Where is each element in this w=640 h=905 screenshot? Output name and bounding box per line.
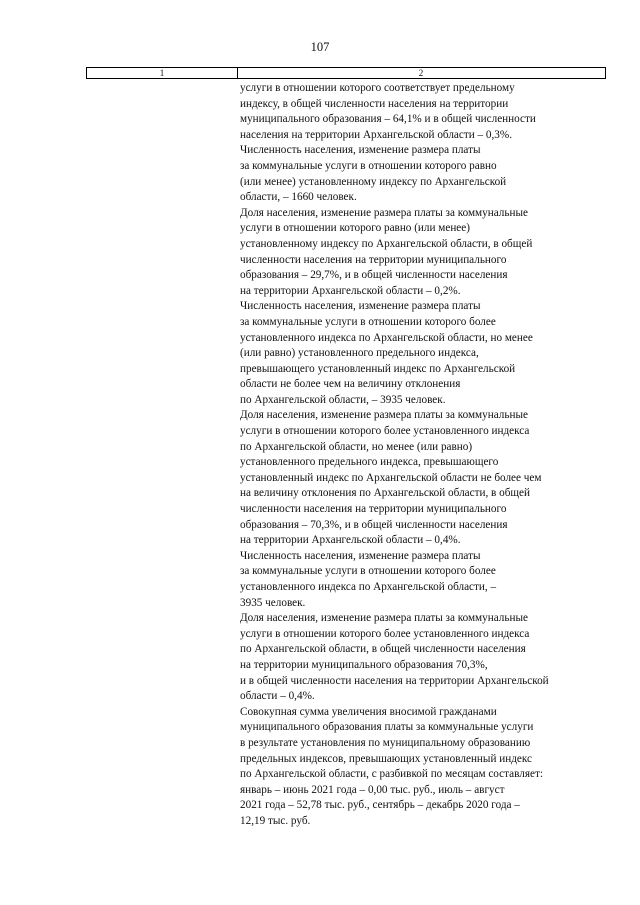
text-line: за коммунальные услуги в отношении которого более [240,565,496,578]
text-line: области не более чем на величину отклонения [240,378,461,391]
text-line: установленного предельного индекса, превышающего [240,456,499,469]
text-line: в результате установления по муниципальному образованию [240,736,531,749]
text-line: Совокупная сумма увеличения вносимой гражданами [240,705,497,718]
text-line: образования – 70,3%, и в общей численности населения [240,518,508,531]
text-line: области, – 1660 человек. [240,191,357,204]
text-line: за коммунальные услуги в отношении которого равно [240,159,497,172]
text-line: и в общей численности населения на территории Архангельской [240,674,549,687]
text-line: индексу, в общей численности населения на территории [240,97,509,110]
text-line: Численность населения, изменение размера платы [240,144,481,157]
table-header-col-2: 2 [418,68,424,78]
text-line: на территории Архангельской области – 0,4%. [240,534,461,547]
text-line: по Архангельской области, но менее (или равно) [240,440,473,453]
text-line: населения на территории Архангельской области – 0,3%. [240,128,513,141]
text-line: Доля населения, изменение размера платы за коммунальные [240,612,528,625]
text-line: муниципального образования платы за коммунальные услуги [240,721,534,734]
text-line: 12,19 тыс. руб. [240,814,311,827]
text-line: Численность населения, изменение размера платы [240,300,481,313]
table-header-col-1: 1 [87,68,238,78]
text-line: (или равно) установленного предельного индекса, [240,347,479,360]
text-line: на величину отклонения по Архангельской области, в общей [240,487,530,500]
table-header-row [86,67,606,79]
text-line: муниципального образования – 64,1% и в общей численности [240,113,536,126]
text-line: образования – 29,7%, и в общей численности населения [240,269,508,282]
text-line: на территории Архангельской области – 0,2%. [240,284,461,297]
text-line: январь – июнь 2021 года – 0,00 тыс. руб., июль – август [240,783,505,796]
text-line: Доля населения, изменение размера платы за коммунальные [240,206,528,219]
text-line: установленный индекс по Архангельской области не более чем [240,471,542,484]
text-line: за коммунальные услуги в отношении которого более [240,315,496,328]
text-line: по Архангельской области, – 3935 человек. [240,393,446,406]
text-line: предельных индексов, превышающих установленный индекс [240,752,532,765]
text-line: численности населения на территории муниципального [240,503,507,516]
text-line: услуги в отношении которого более установленного индекса [240,425,530,438]
table-cell-text [240,81,612,830]
text-line: по Архангельской области, в общей численности населения [240,643,526,656]
text-line: (или менее) установленному индексу по Архангельской [240,175,507,188]
text-line: по Архангельской области, с разбивкой по месяцам составляет: [240,768,543,781]
text-line: услуги в отношении которого соответствует предельному [240,82,515,94]
text-line: численности населения на территории муниципального [240,253,507,266]
text-line: превышающего установленный индекс по Архангельской [240,362,516,375]
text-line: Доля населения, изменение размера платы за коммунальные [240,409,528,422]
text-line: 2021 года – 52,78 тыс. руб., сентябрь – декабрь 2020 года – [240,799,520,812]
text-line: услуги в отношении которого равно (или менее) [240,222,470,235]
text-line: Численность населения, изменение размера платы [240,549,481,562]
text-line: услуги в отношении которого более установленного индекса [240,627,530,640]
text-line: 3935 человек. [240,596,306,609]
text-line: установленному индексу по Архангельской области, в общей [240,237,533,250]
page-number: 107 [310,40,330,54]
text-line: установленного индекса по Архангельской области, но менее [240,331,533,344]
text-line: установленного индекса по Архангельской области, – [240,581,497,593]
text-line: области – 0,4%. [240,690,315,703]
text-line: на территории муниципального образования 70,3%, [240,658,488,671]
